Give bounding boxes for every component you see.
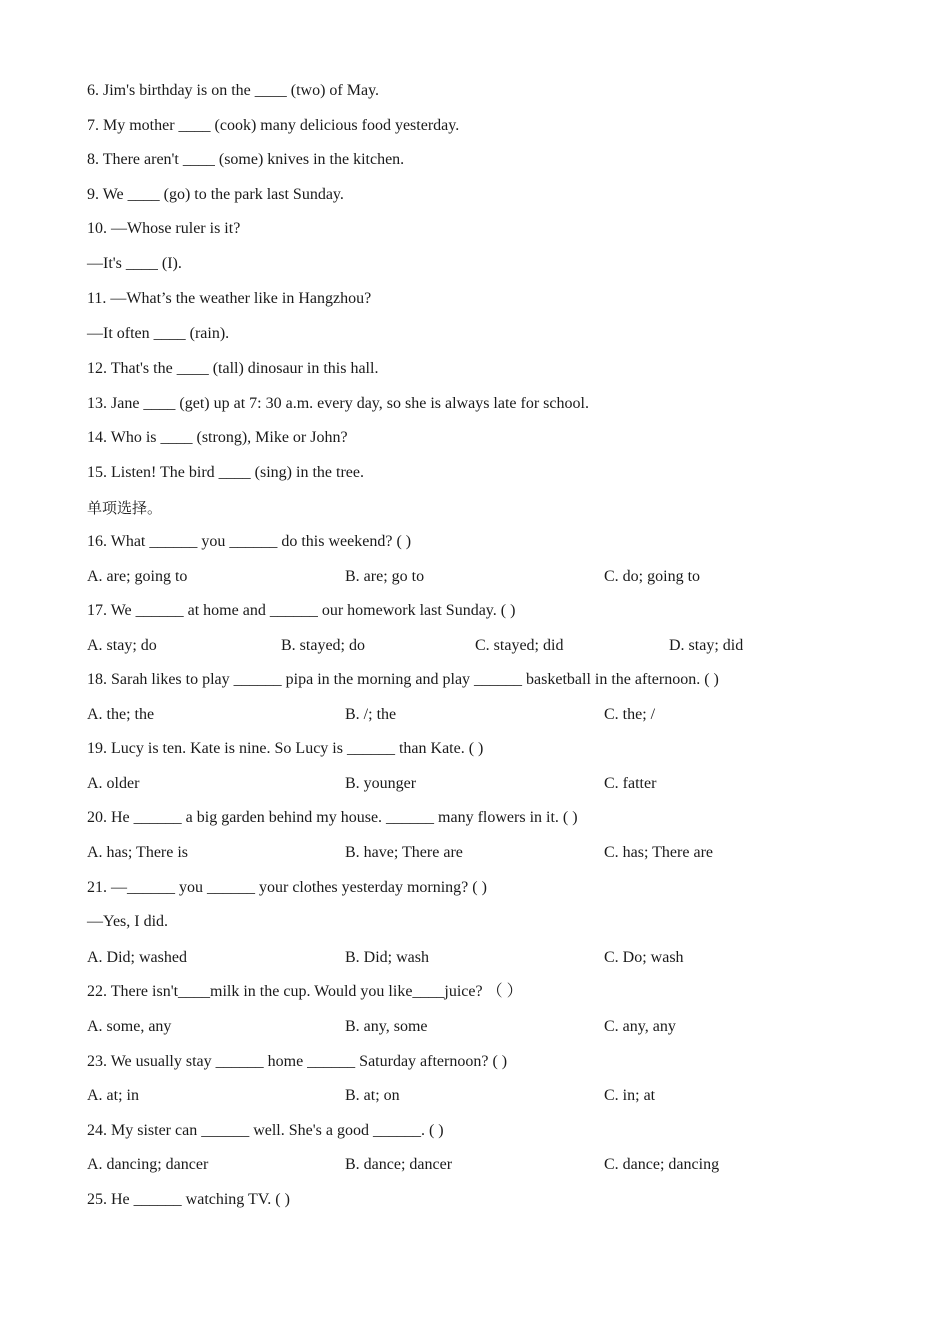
- option-18-b: B. /; the: [345, 706, 397, 723]
- option-21-b: B. Did; wash: [345, 949, 429, 966]
- option-20-a: A. has; There is: [87, 844, 189, 861]
- option-24-c: C. dance; dancing: [604, 1156, 720, 1173]
- question-25: 25. He ______ watching TV. ( ): [87, 1191, 290, 1208]
- question-14: 14. Who is ____ (strong), Mike or John?: [87, 429, 348, 446]
- section-heading: 单项选择。: [87, 499, 163, 517]
- option-19-b: B. younger: [345, 775, 417, 792]
- option-17-b: B. stayed; do: [281, 637, 365, 654]
- option-18-a: A. the; the: [87, 706, 155, 723]
- question-18: 18. Sarah likes to play ______ pipa in the morning and play ______ basketball in the afternoon. ( ): [87, 671, 719, 688]
- question-15: 15. Listen! The bird ____ (sing) in the tree.: [87, 464, 364, 481]
- question-21: 21. —______ you ______ your clothes yesterday morning? ( ): [87, 879, 487, 896]
- option-19-a: A. older: [87, 775, 140, 792]
- option-21-a: A. Did; washed: [87, 949, 187, 966]
- option-22-b: B. any, some: [345, 1018, 428, 1035]
- question-7: 7. My mother ____ (cook) many delicious food yesterday.: [87, 117, 460, 134]
- option-21-c: C. Do; wash: [604, 949, 684, 966]
- option-22-c: C. any, any: [604, 1018, 676, 1035]
- option-16-c: C. do; going to: [604, 568, 701, 585]
- question-11-reply: —It often ____ (rain).: [87, 325, 230, 342]
- option-20-b: B. have; There are: [345, 844, 463, 861]
- option-17-c: C. stayed; did: [475, 637, 564, 654]
- option-19-c: C. fatter: [604, 775, 657, 792]
- question-24: 24. My sister can ______ well. She's a good ______. ( ): [87, 1122, 444, 1139]
- question-23: 23. We usually stay ______ home ______ Saturday afternoon? ( ): [87, 1053, 508, 1070]
- question-11: 11. —What’s the weather like in Hangzhou?: [87, 290, 372, 307]
- question-21-reply: —Yes, I did.: [87, 913, 169, 930]
- option-20-c: C. has; There are: [604, 844, 713, 861]
- question-13: 13. Jane ____ (get) up at 7: 30 a.m. every day, so she is always late for school.: [87, 395, 589, 412]
- question-19: 19. Lucy is ten. Kate is nine. So Lucy is ______ than Kate. ( ): [87, 740, 484, 757]
- option-17-d: D. stay; did: [669, 637, 744, 654]
- option-16-a: A. are; going to: [87, 568, 188, 585]
- option-22-a: A. some, any: [87, 1018, 172, 1035]
- option-16-b: B. are; go to: [345, 568, 425, 585]
- question-9: 9. We ____ (go) to the park last Sunday.: [87, 186, 344, 203]
- question-10-reply: —It's ____ (I).: [87, 255, 182, 272]
- question-6: 6. Jim's birthday is on the ____ (two) of May.: [87, 82, 380, 99]
- option-23-b: B. at; on: [345, 1087, 400, 1104]
- question-16: 16. What ______ you ______ do this weekend? ( ): [87, 533, 412, 550]
- option-24-b: B. dance; dancer: [345, 1156, 453, 1173]
- option-23-a: A. at; in: [87, 1087, 139, 1104]
- question-12: 12. That's the ____ (tall) dinosaur in this hall.: [87, 360, 379, 377]
- question-22: 22. There isn't____milk in the cup. Would you like____juice? （ ）: [87, 983, 523, 1000]
- option-18-c: C. the; /: [604, 706, 656, 723]
- option-17-a: A. stay; do: [87, 637, 157, 654]
- question-17: 17. We ______ at home and ______ our homework last Sunday. ( ): [87, 602, 516, 619]
- question-10: 10. —Whose ruler is it?: [87, 220, 241, 237]
- question-20: 20. He ______ a big garden behind my house. ______ many flowers in it. ( ): [87, 809, 578, 826]
- option-24-a: A. dancing; dancer: [87, 1156, 209, 1173]
- question-8: 8. There aren't ____ (some) knives in the kitchen.: [87, 151, 405, 168]
- option-23-c: C. in; at: [604, 1087, 656, 1104]
